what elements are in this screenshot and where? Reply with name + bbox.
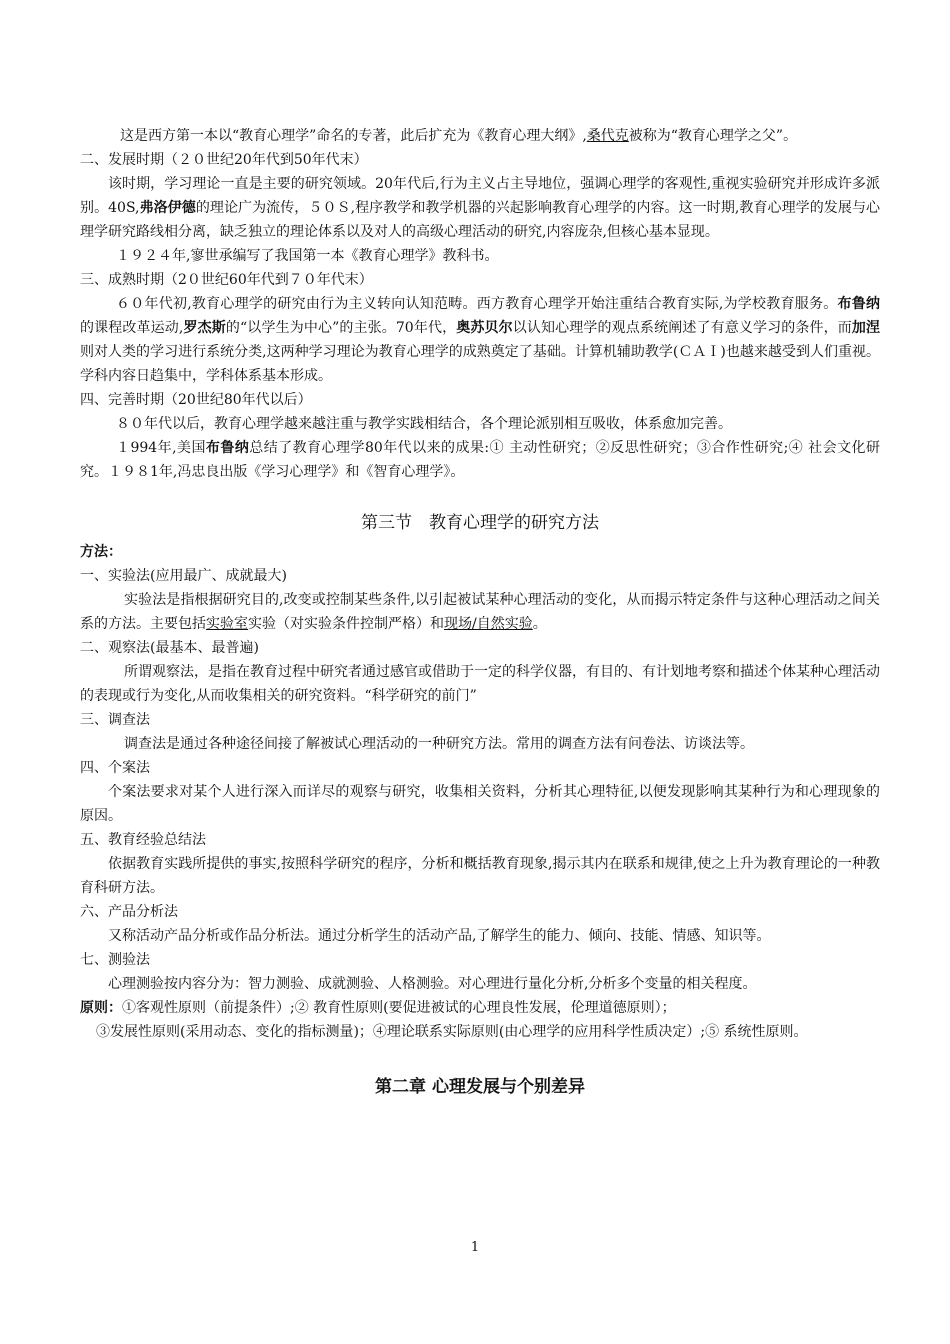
mature-text-a: ６０年代初,教育心理学的研究由行为主义转向认知范畴。西方教育心理学开始注重结合教育实际,为学校教育服务。 <box>116 296 838 312</box>
page-number: 1 <box>470 1240 480 1255</box>
mature-text-e: 则对人类的学习进行系统分类,这两种学习理论为教育心理学的成熟奠定了基础。计算机辅助教学(ＣＡＩ)也越来越受到人们重视。学科内容日趋集中，学科体系基本形成。 <box>80 344 880 384</box>
section-title: 第三节 教育心理学的研究方法 <box>361 513 599 533</box>
perfect-text-a: １994年,美国 <box>116 440 206 456</box>
heading-development-period: 二、发展时期（２０世纪20年代到50年代末） <box>80 152 368 168</box>
name-gagne: 加涅 <box>851 320 881 336</box>
intro-text-a: 这是西方第一本以“教育心理学”命名的专著，此后扩充为《教育心理大纲》, <box>120 128 587 144</box>
methods-label: 方法： <box>80 544 122 560</box>
method-4-text: 个案法要求对某个人进行深入而详尽的观察与研究，收集相关资料，分析其心理特征,以便发现影响其某种行为和心理现象的原因。 <box>80 784 880 824</box>
name-bruner-2: 布鲁纳 <box>205 440 250 456</box>
principles-paragraph <box>80 996 880 1020</box>
mature-paragraph <box>80 292 880 388</box>
principles-paragraph-2: ③发展性原则(采用动态、变化的指标测量)；④理论联系实际原则(由心理学的应用科学性质决定）;⑤ 系统性原则。 <box>96 1024 808 1040</box>
heading-perfect-period: 四、完善时期（20世纪80年代以后） <box>80 392 312 408</box>
name-thorndike: 桑代克 <box>586 128 629 144</box>
development-paragraph <box>80 172 880 244</box>
method-3-heading: 三、调查法 <box>80 712 150 728</box>
method-6-text: 又称活动产品分析或作品分析法。通过分析学生的活动产品,了解学生的能力、倾向、技能、情感、知识等。 <box>108 928 771 944</box>
intro-text-b: 被称为“教育心理学之父”。 <box>628 128 798 144</box>
principles-label: 原则： <box>80 1000 122 1016</box>
perfect-text-b: 总结了教育心理学80年代以来的成果:① 主动性研究；②反思性研究；③合作性研究;④ 社会文化研究。１９８1年,冯忠良出版《学习心理学》和《智育心理学》。 <box>80 440 881 480</box>
method-3-text: 调查法是通过各种途径间接了解被试心理活动的一种研究方法。常用的调查方法有问卷法、访谈法等。 <box>124 736 754 752</box>
m1-text-a: 实验法是指根据研究目的,改变或控制某些条件,以引起被试某种心理活动的变化，从而揭示特定条件与这种心理活动之间关系的方法。主要包括 <box>80 592 880 632</box>
m1-text-c: 。 <box>532 616 547 632</box>
method-2-heading: 二、观察法(最基本、最普遍) <box>80 640 259 656</box>
dev-text-b: 的理论广为流传，５０Ｓ,程序教学和教学机器的兴起影响教育心理学的内容。这一时期,教育心理学的发展与心理学研究路线相分离，缺乏独立的理论体系以及对人的高级心理活动的研究,内容庞杂,但核心基本显现。 <box>80 200 881 240</box>
name-bruner: 布鲁纳 <box>837 296 881 312</box>
name-rogers: 罗杰斯 <box>183 320 226 336</box>
perfect-paragraph-1: ８０年代以后，教育心理学越来越注重与教学实践相结合，各个理论派别相互吸收，体系愈加完善。 <box>116 416 732 432</box>
method-4-heading: 四、个案法 <box>80 760 150 776</box>
mature-text-b: 的课程改革运动, <box>80 320 184 336</box>
dev-text-a: 该时期，学习理论一直是主要的研究领域。20年代后,行为主义占主导地位，强调心理学的客观性,重视实验研究并形成许多派别。40S, <box>80 176 880 216</box>
method-7-text: 心理测验按内容分为：智力测验、成就测验、人格测验。对心理进行量化分析,分析多个变量的相关程度。 <box>108 976 757 992</box>
m1-lab-experiment: 实验室 <box>206 616 248 632</box>
name-ausubel: 奥苏贝尔 <box>456 320 513 336</box>
development-paragraph-2: １９２４年,寥世承编写了我国第一本《教育心理学》教科书。 <box>116 248 499 264</box>
method-1-heading: 一、实验法(应用最广、成就最大) <box>80 568 287 584</box>
document-body <box>80 124 880 1100</box>
method-5-heading: 五、教育经验总结法 <box>80 832 206 848</box>
method-5-text: 依据教育实践所提供的事实,按照科学研究的程序，分析和概括教育现象,揭示其内在联系和规律,使之上升为教育理论的一种教育科研方法。 <box>80 856 880 896</box>
method-1-text <box>80 588 880 636</box>
m1-field-experiment: 现场/自然实验 <box>444 616 533 632</box>
principles-text-a: ①客观性原则（前提条件）;② 教育性原则(要促进被试的心理良性发展，伦理道德原则）； <box>122 1000 676 1016</box>
method-7-heading: 七、测验法 <box>80 952 150 968</box>
method-6-heading: 六、产品分析法 <box>80 904 178 920</box>
mature-text-c: 的“以学生为中心”的主张。70年代， <box>225 320 457 336</box>
chapter-title: 第二章 心理发展与个别差异 <box>375 1077 585 1097</box>
mature-text-d: 以认知心理学的观点系统阐述了有意义学习的条件，而 <box>512 320 852 336</box>
name-freud: 弗洛伊德 <box>139 200 196 216</box>
m1-text-b: 实验（对实验条件控制严格）和 <box>248 616 444 632</box>
method-2-text: 所谓观察法，是指在教育过程中研究者通过感官或借助于一定的科学仪器，有目的、有计划地考察和描述个体某种心理活动的表现或行为变化,从而收集相关的研究资料。“科学研究的前门” <box>80 664 880 704</box>
heading-mature-period: 三、成熟时期（2０世纪60年代到７０年代末） <box>80 272 373 288</box>
perfect-paragraph-2 <box>80 436 880 484</box>
intro-paragraph <box>80 124 880 148</box>
